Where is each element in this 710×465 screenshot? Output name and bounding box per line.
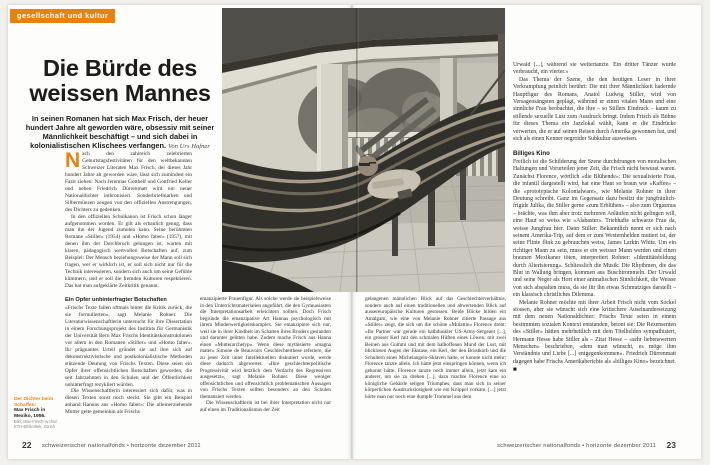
body-column-3	[365, 296, 506, 442]
intro-text: In seinen Romanen hat sich Max Frisch, der heuer hundert Jahre alt geworden wäre, obsessiv mit seiner Männlichkeit beschäftigt – und sich dabei in kolonialistischen Klischees verfangen.	[25, 114, 215, 150]
paragraph: In den offiziellen Schulkanon ist Frisch schon länger aufgenommen worden. Er gilt als erbaulich genug, dass man ihn der Jugend zumuten kann. Seine berühmten Romane «Stiller» (1954) und «Homo faber» (1957), mit denen ihm der Durchbruch gelungen ist, warten mit klaren, pädagogisch wertvollen Botschaften auf, zum Beispiel: Der Mensch beziehungsweise der Mann soll sich fragen, wer er wirklich ist, er soll sich nicht nur für die Technik interessieren, sondern sich auch um seine Gefühle kümmern, und er soll die fremden Kulturen respektieren. Das hat man aufgeklärte Zeitkritik genannt.	[65, 213, 192, 290]
subhead-ein-opfer: Ein Opfer unhinterfragter Botschaften	[65, 297, 167, 304]
paragraph: emanzipierte Frauenfigur. Als solche werde sie beispielsweise in den Unterrichtsmaterialien angeführt, die den Gymnasiasten die Interpretationsarbeit erleichtern sollten. Doch Frisch begründe die emanzipative Art Hannas psychologisch mit ihrem Minderwertigkeitskomplex. Sie emanzipiere sich nur, weil sie in ihrer Kindheit im Schatten ihres Bruders gestanden und darunter gelitten habe. Zudem mache Frisch aus Hanna einen «Mutterarchetyp». Wenn diese mythisierte «magna mater» Simone de Beauvoirs Geschlechterthese referiere, die zu jener Zeit unter Intellektuellen diskutiert wurde, werde diese dadurch abgewertet. «Ihre geschlechterpolitische Progressivität wird letztlich dem Verdacht des Regressiven ausgesetzt», sagt Melanie Rohner. Diese weniger offensichtlichen und offensichtlich problematischen Aussagen von Frischs Texten sollten besonders an den Schulen thematisiert werden.	[200, 296, 331, 400]
footer-left	[22, 434, 207, 452]
paragraph: ach den zahlreich zelebrierten Geburtstagsfestivitäten für den weltbekannten Schweizer Literaten Max Frisch, der dieses Jahr hundert Jahre alt geworden wäre, lässt sich zumindest ein Fazit ziehen: Nach Jeremias Gotthelf und Gottfried Keller und neben Friedrich Dürrenmatt wird ein neuer Nationaldichter inthronisiert. Sonderbriefmarken und Silbermünzen zeugen von den offiziellen Anstrengungen, des Dichters zu gedenken.	[65, 151, 192, 213]
paragraph: Das Thema der Szene, die den heutigen Leser in ihrer Verkrampfung peinlich berührt: Die mit ihrer Männlichkeit hadernde Hauptfigur des Romans, Anatol Ludwig Stiller, wird von Versagensängsten geplagt, während er einen vitalen Mann und eine sinnliche Frau beobachtet, die ihre – so Stillers Eindruck – kaum zu stillende sexuelle Lust zum Ausdruck bringt. Indem Frisch als Bühne für dieses Thema ein Jazzlokal wählt, kann er die Eindrücke verwerten, die er auf seinen Reisen durch Amerika gewonnen hat, und sich als einen Kenner negroider Subkultur ausweisen.	[513, 76, 676, 143]
photo-caption	[14, 397, 64, 429]
paragraph: Die Wissenschaftlerin ist bei ihrer Interpretation nicht nur auf einen im Traditionalismus der Zeit	[200, 400, 331, 413]
paragraph: Die Wissenschaftlerin interessiert sich dafür, was in diesen Texten sonst noch steckt. Sie gibt ein Beispiel anhand Hannas aus «Homo faber»: Die alleinerziehende Mutter gelte gemeinhin als Frischs	[65, 388, 192, 416]
paragraph: gelangenen männlichen Blick auf das Geschlechterverhältnis, sondern auch auf einen traditionellen und abwertenden Blick auf aussereuropäische Kulturen gestossen. Beide Blicke bilden ein Amalgam, wie eine von Melanie Rohner zitierte Passage aus «Stiller» zeigt, die sich um die schöne «Mulattin» Florence dreht: «Ihr Partner war gerade ein halbdunkler US-Army-Sergeant [...], ein grosser Kerl mit den schmalen Hüften eines Löwen, mit zwei Beinen aus Gummi und mit dem halboffenen Mund der Lust, mit blicklosen Augen der Ekstase, ein Kerl, der den Brustkorb und die Schultern eines Michelangelo-Sklaven hatte, er konnte nicht mehr; Florence tanzte allein. Ich hätte jetzt einspringen können, wenn ich gekonnt hätte. Florence tanzte noch immer allein, jetzt kam ein anderer, um sie zu drehen [...], dazu machte Florence eine so königliche Gebärde seligen Triumphes, dass man sich in seiner körperlichen Ausdruckslosigkeit wie ein Krüppel vorkam. [...] jetzt hörte man nur noch eine dumpfe Trommel aus dem	[365, 296, 506, 400]
caption-lead: Der Dichter beim Schaffen:	[14, 397, 54, 408]
article-intro	[22, 115, 218, 152]
body-column-4	[513, 62, 676, 422]
page-number-left: 22	[22, 440, 32, 450]
drop-cap: N	[65, 151, 81, 172]
section-tag: gesellschaft und kultur	[10, 9, 115, 23]
paragraph: Urwald [...], während sie weitertanzte. Ein dritter Tänzer wurde verbraucht, ein vierter.»	[513, 62, 676, 76]
byline: Von Urs Hafner	[168, 142, 210, 150]
journal-name: schweizerischer nationalfonds • horizonte dezember 2011	[41, 443, 201, 449]
photo-fold-line	[356, 8, 359, 292]
footer-right	[491, 434, 676, 452]
article-headline: Die Bürde des weissen Mannes	[29, 55, 211, 106]
photo-max-frisch-hammock	[222, 8, 505, 292]
caption-credit: Bild: Max-Frisch-Archiv/	[14, 419, 58, 425]
caption-credit: ETH-Bibliothek, Zürich	[14, 424, 55, 430]
paragraph-text: Melanie Rohner möchte mit ihrer Arbeit Frisch nicht vom Sockel stossen, aber sie wünscht sich eine kritischere Auseinandersetzung mit dem neuen Nationaldichter: Frischs Texte seien in einem bestimmten sozialen Kontext entstanden, betont sie: Die Rezensenten des «Stiller» hätten mehrheitlich mit dem Titelhelden sympathisiert, Hermann Hesse habe Stiller als – Zitat Hesse – «sehr liebenswerten Menschen» beschrieben, «dem man wünscht, es möge ihm Verständnis und Liebe [...] entgegenkommen». Friedrich Dürrenmatt dagegen habe Frischs Amerikaberichte als «billiges Kino» bezeichnet.	[513, 299, 676, 365]
page-number-right: 23	[666, 440, 676, 450]
body-column-2	[200, 296, 331, 442]
body-column-1	[65, 151, 192, 441]
paragraph: «Frischs Texte fallen oftmals hinter die Kritik zurück, die sie formulierten», sagt Melanie Rohner. Die Literaturwissenschaftlerin untersucht für ihre Dissertation in einem Forschungsprojekt des Instituts für Germanistik der Universität Bern Max Frischs Identitätskonstruktionen vor allem in den Romanen «Stiller» und «Homo faber». Ihr prägnantes Urteil gründet sie auf ihre sich auf dekonstruktivistische und postkolonialistische Methoden stützende Deutung von Frischs Texten. Diese seien ein Opfer ihrer offensichtlichen Botschaften geworden, die seit Jahrzehnten in den Schulen und der Öffentlichkeit unhinterfragt rezykliert würden.	[65, 305, 192, 388]
headline-block	[18, 56, 222, 152]
paragraph	[513, 300, 676, 375]
article-end-mark: ■	[513, 366, 517, 374]
paragraph: Freilich ist die Schilderung der Szene durchdrungen von moralischen Haltungen und Vorurteilen jener Zeit, die Frisch nicht bewusst waren. Zunächst Florence, wörtlich «die Blühende»: Die sexualisierte Frau, die infantil dargestellt wird, hat eine Haut so braun wie «Kaffee» – die «prototypische Kolonialware», wie Melanie Rohner in ihrer Deutung schreibt. Ganz im Gegensatz dazu besitzt die jungfräulich-frigide Julika, die Stiller gerne «zum Erblühen» – also zum Orgasmus – brächte, was ihm aber trotz mehreren Anläufen nicht gelingen will, eine Haut so weiss wie «Alabaster». Triebhafte schwarze Frau da, weisse Jungfrau hier. Dann Stiller: Bekanntlich nennt er sich nach seinem Amerika-Trip, auf dem er zum Westernhelden mutiert ist, der seine Flinte flink zu gebrauchen weiss, James Larkin White. Um ein richtiger Mann zu sein, muss er ein weisser Mann werden und einen braunen Mexikaner töten, interpretiert Rohner: «Identitätsbildung durch Alterisierung». Schliesslich die Musik: Die Rhythmen, die das Blut in Wallung bringen, kommen aus Buschtrommeln. Der Urwald und seine Neger als Hort einer animalischen Sinnlichkeit, die Weisse von sich abspalten muss, da sie für ihn etwas Schmutziges darstellt – ein klassisch christliches Dilemma.	[513, 158, 676, 299]
caption-title: Max Frisch in Mexiko, 1956.	[14, 408, 46, 419]
subhead-billiges-kino: Billiges Kino	[513, 150, 550, 158]
journal-name: schweizerischer nationalfonds • horizonte dezember 2011	[497, 443, 657, 449]
